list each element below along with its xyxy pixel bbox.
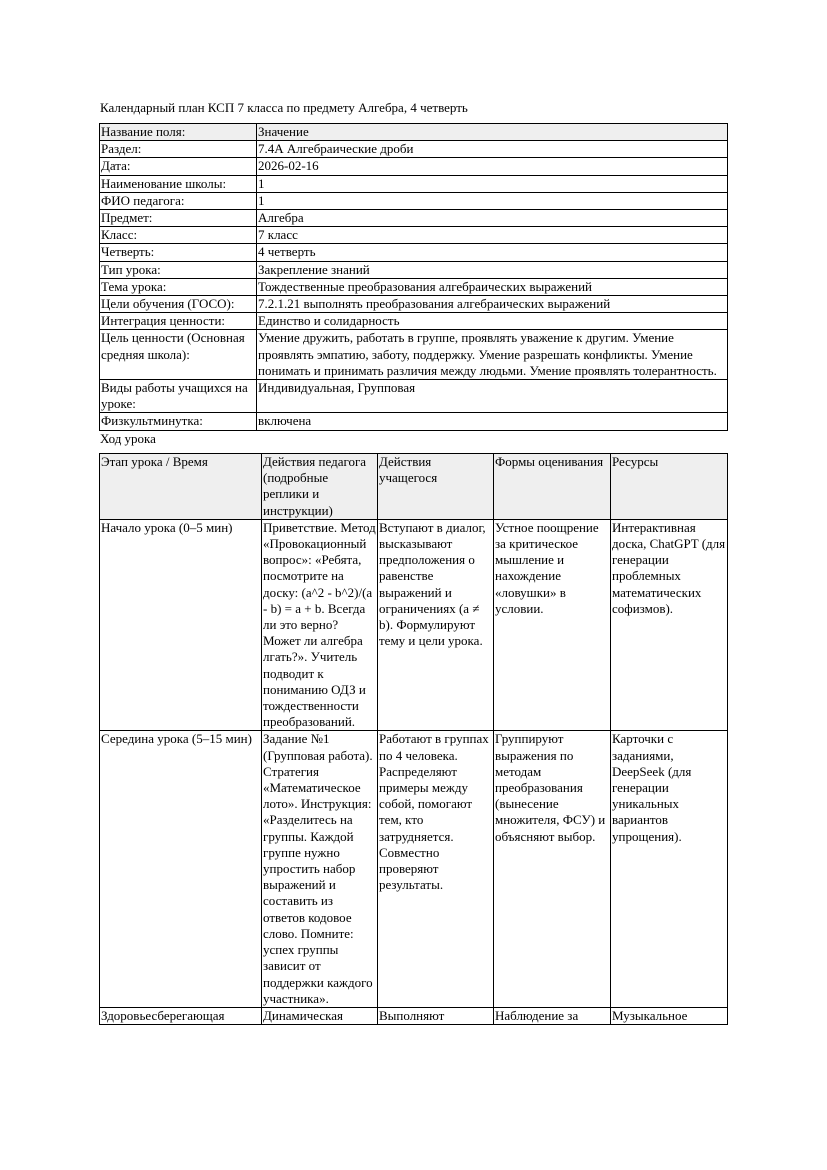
lesson-info-table: [99, 123, 728, 431]
resources-cell: Карточки с заданиями, DeepSeek (для генерации уникальных вариантов упрощения).: [611, 731, 728, 1007]
field-label: ФИО педагога:: [100, 192, 257, 209]
section-label-lesson-flow: Ход урока: [100, 431, 156, 446]
field-label: Физкультминутка:: [100, 413, 257, 430]
student-actions-cell: Работают в группах по 4 человека. Распределяют примеры между собой, помогают тем, кто затрудняется. Совместно проверяют результаты.: [378, 731, 494, 1007]
header-teacher-actions: Действия педагога (подробные реплики и инструкции): [262, 454, 378, 520]
lesson-flow-table: [99, 453, 728, 1025]
resources-cell: Интерактивная доска, ChatGPT (для генерации проблемных математических софизмов).: [611, 519, 728, 731]
table-row: [100, 244, 728, 261]
teacher-actions-cell: Задание №1 (Групповая работа). Стратегия «Математическое лото». Инструкция: «Разделитесь на группы. Каждой группе нужно упростить набор выражений и составить из ответов кодовое слово. Помните: успех группы зависит от поддержки каждого участника».: [262, 731, 378, 1007]
field-value: Закрепление знаний: [257, 261, 728, 278]
field-value: 7.2.1.21 выполнять преобразования алгебраических выражений: [257, 296, 728, 313]
field-value: 2026-02-16: [257, 158, 728, 175]
resources-cell: Музыкальное: [611, 1007, 728, 1024]
info-table-header: [100, 124, 728, 141]
header-student-actions: Действия учащегося: [378, 454, 494, 520]
table-row: [100, 330, 728, 380]
flow-table-header: [100, 454, 728, 520]
field-value: Индивидуальная, Групповая: [257, 380, 728, 413]
field-value: 1: [257, 192, 728, 209]
table-row: [100, 278, 728, 295]
field-value: Единство и солидарность: [257, 313, 728, 330]
assessment-cell: Наблюдение за: [494, 1007, 611, 1024]
teacher-actions-cell: Приветствие. Метод «Провокационный вопрос»: «Ребята, посмотрите на доску: (a^2 - b^2)/(a - b) = a + b. Всегда ли это верно? Может ли алгебра лгать?». Учитель подводит к пониманию ОДЗ и тождественности преобразований.: [263, 519, 376, 730]
table-row: [100, 261, 728, 278]
field-label: Предмет:: [100, 210, 257, 227]
field-label: Тема урока:: [100, 278, 257, 295]
table-row: [100, 210, 728, 227]
field-label: Интеграция ценности:: [100, 313, 257, 330]
stage-cell: Начало урока (0–5 мин): [100, 519, 262, 731]
field-label: Раздел:: [100, 141, 257, 158]
field-value: Умение дружить, работать в группе, проявлять уважение к другим. Умение проявлять эмпатию, заботу, поддержку. Умение разрешать конфликты. Умение понимать и принимать различия между людьми. Умение проявлять толерантность.: [257, 330, 728, 380]
table-row: [100, 192, 728, 209]
field-value: 4 четверть: [257, 244, 728, 261]
table-row: [100, 141, 728, 158]
field-label: Наименование школы:: [100, 175, 257, 192]
table-row: [100, 519, 728, 731]
student-actions-cell: Вступают в диалог, высказывают предположения о равенстве выражений и ограничениях (a ≠ b). Формулируют тему и цели урока.: [378, 519, 494, 731]
field-value: 7.4А Алгебраические дроби: [257, 141, 728, 158]
field-label: Тип урока:: [100, 261, 257, 278]
table-row: [100, 175, 728, 192]
field-label: Класс:: [100, 227, 257, 244]
field-value: Тождественные преобразования алгебраических выражений: [257, 278, 728, 295]
field-value: включена: [257, 413, 728, 430]
field-value: 7 класс: [257, 227, 728, 244]
student-actions-cell: Выполняют: [378, 1007, 494, 1024]
stage-cell: Середина урока (5–15 мин): [100, 731, 262, 1007]
table-row: [100, 1007, 728, 1024]
table-row: [100, 296, 728, 313]
info-header-value: Значение: [257, 124, 728, 141]
table-row: [100, 380, 728, 413]
info-header-field: Название поля:: [100, 124, 257, 141]
field-label: Цель ценности (Основная средняя школа):: [100, 330, 257, 380]
assessment-cell: Группируют выражения по методам преобразования (вынесение множителя, ФСУ) и объясняют выбор.: [494, 731, 611, 1007]
table-row: [100, 413, 728, 430]
header-stage: Этап урока / Время: [100, 454, 262, 520]
field-label: Виды работы учащихся на уроке:: [100, 380, 257, 413]
page-title: Календарный план КСП 7 класса по предмету Алгебра, 4 четверть: [100, 100, 468, 115]
field-label: Четверть:: [100, 244, 257, 261]
table-row: [100, 158, 728, 175]
field-label: Цели обучения (ГОСО):: [100, 296, 257, 313]
field-value: 1: [257, 175, 728, 192]
assessment-cell: Устное поощрение за критическое мышление и нахождение «ловушки» в условии.: [494, 519, 611, 731]
field-label: Дата:: [100, 158, 257, 175]
header-resources: Ресурсы: [611, 454, 728, 520]
table-row: [100, 731, 728, 1007]
header-assessment: Формы оценивания: [494, 454, 611, 520]
table-row: [100, 227, 728, 244]
stage-cell: Здоровьесберегающая: [100, 1007, 262, 1024]
table-row: [100, 313, 728, 330]
field-value: Алгебра: [257, 210, 728, 227]
teacher-actions-cell: Динамическая: [262, 1007, 378, 1024]
